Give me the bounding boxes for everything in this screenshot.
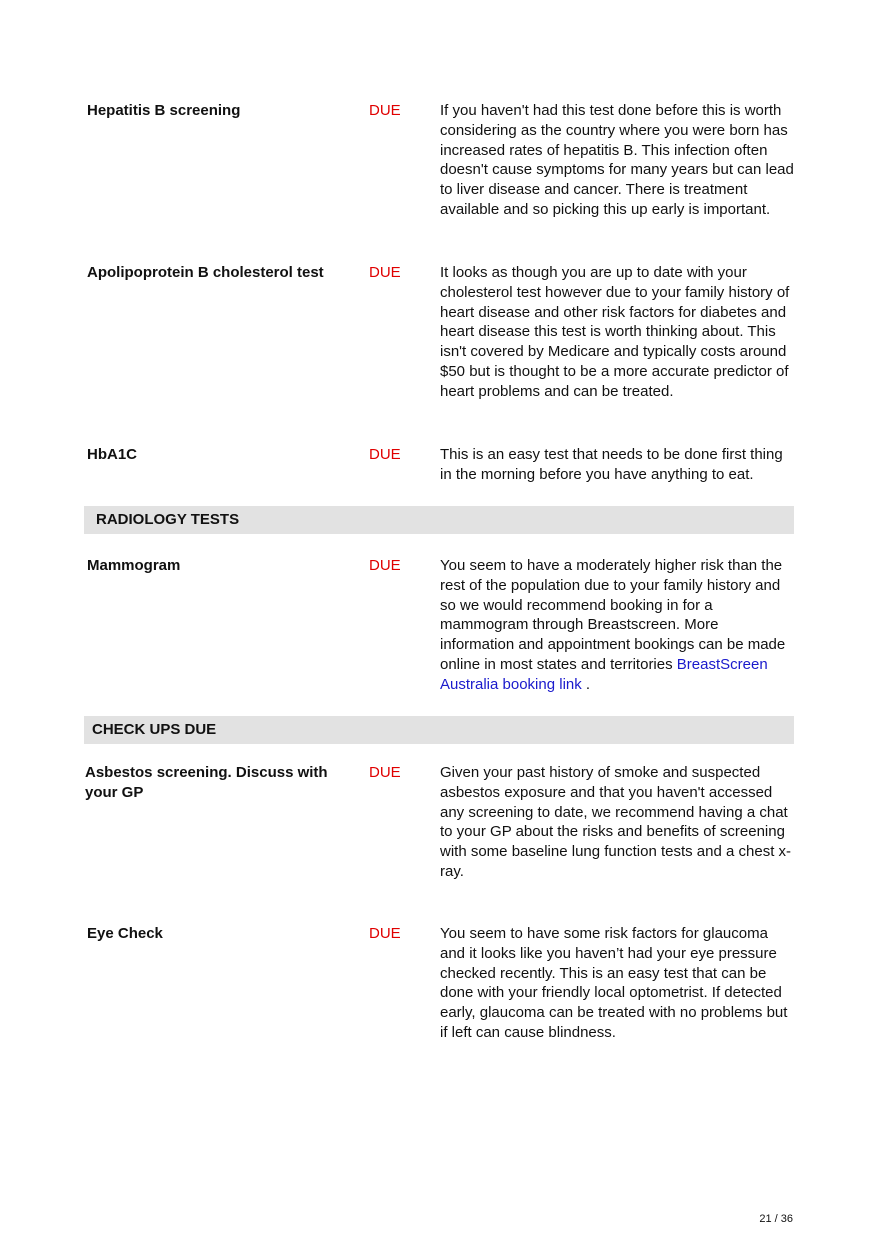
test-description <box>440 556 796 695</box>
status-badge: DUE <box>369 557 401 574</box>
description-text: You seem to have a moderately higher risk than the rest of the population due to your family history and so we would recommend booking in for a mammogram through Breastscreen. More information and appointment bookings can be made online in most states and territories <box>440 557 786 673</box>
test-name: Asbestos screening. Discuss with your GP <box>85 764 328 801</box>
page-number: 21 / 36 <box>759 1213 793 1225</box>
section-header-radiology <box>84 506 794 534</box>
status-badge: DUE <box>369 764 401 781</box>
breastscreen-booking-link[interactable]: BreastScreen Australia booking link <box>440 655 768 693</box>
test-name: HbA1C <box>87 446 138 463</box>
test-description: If you haven't had this test done before this is worth considering as the country where you were born has increased rates of hepatitis B. This infection often doesn't cause symptoms for many years but can lead to liver disease and cancer. There is treatment available and so picking this up early is important. <box>440 102 794 218</box>
status-badge: DUE <box>369 446 401 463</box>
test-description: Given your past history of smoke and suspected asbestos exposure and that you haven't accessed any screening to date, we recommend having a chat to your GP about the risks and benefits of screening with some baseline lung function tests and a chest x-ray. <box>440 764 792 880</box>
test-description: This is an easy test that needs to be done first thing in the morning before you have anything to eat. <box>440 446 783 483</box>
status-badge: DUE <box>369 925 401 942</box>
test-name: Eye Check <box>87 925 163 942</box>
status-badge: DUE <box>369 264 401 281</box>
status-badge: DUE <box>369 102 401 119</box>
test-description: You seem to have some risk factors for glaucoma and it looks like you haven’t had your eye pressure checked recently. This is an easy test that can be done with your friendly local optometrist. If detected early, glaucoma can be treated with no problems but if left can cause blindness. <box>440 925 788 1041</box>
section-title: RADIOLOGY TESTS <box>96 511 240 528</box>
test-name: Mammogram <box>87 557 181 574</box>
test-description: It looks as though you are up to date with your cholesterol test however due to your family history of heart disease and other risk factors for diabetes and heart disease this test is worth thinking about. This isn't covered by Medicare and typically costs around $50 but is thought to be a more accurate predictor of heart problems and can be treated. <box>440 264 790 400</box>
section-header-checkups <box>84 716 794 744</box>
description-trailing: . <box>581 675 591 693</box>
test-name: Hepatitis B screening <box>87 102 241 119</box>
test-name: Apolipoprotein B cholesterol test <box>87 264 324 281</box>
section-title: CHECK UPS DUE <box>92 721 217 738</box>
